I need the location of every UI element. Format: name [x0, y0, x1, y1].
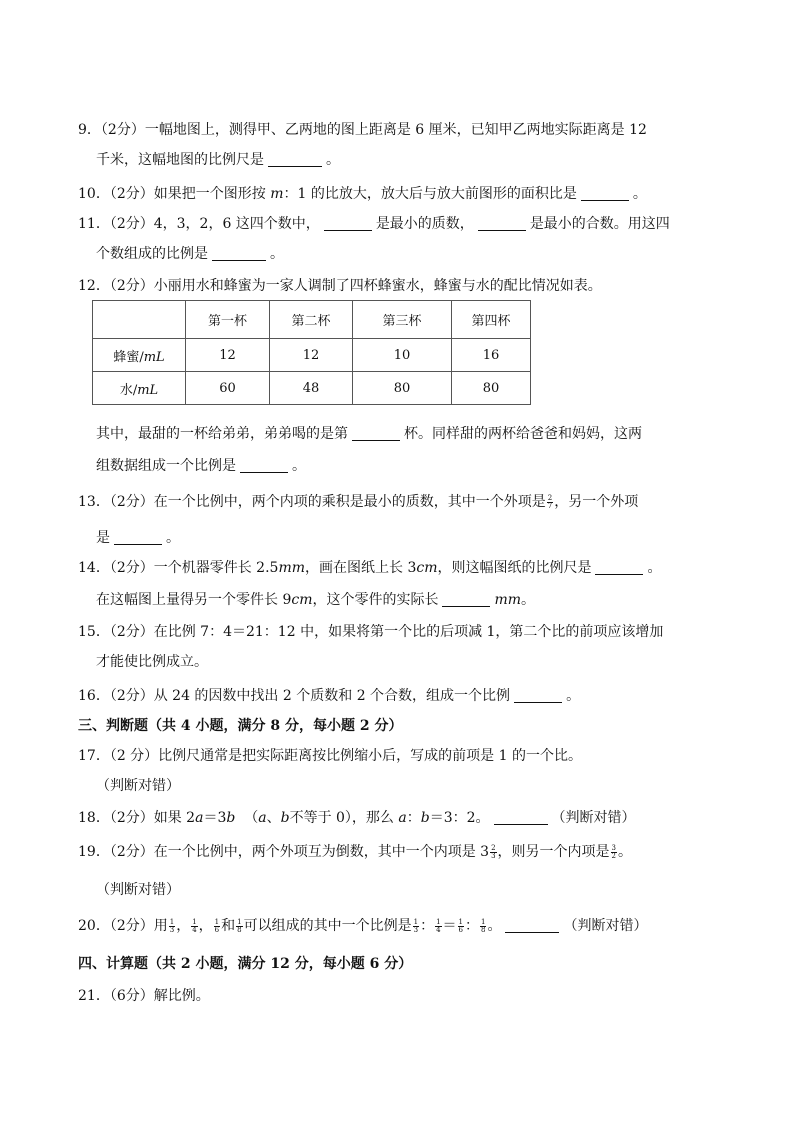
q12-line1: 12．（2分）小丽用水和蜂蜜为一家人调制了四杯蜂蜜水，蜂蜜与水的配比情况如表。 [78, 278, 602, 294]
table-cell: 80 [452, 372, 531, 405]
fraction: $\frac{2}{3}$ [491, 844, 496, 860]
fraction: $\frac{1}{3}$ [413, 918, 419, 934]
answer-blank[interactable] [505, 918, 559, 933]
fraction: $\frac{1}{8}$ [481, 918, 486, 934]
answer-blank[interactable] [494, 810, 548, 825]
q16-line: 16．（2分）从 24 的因数中找出 2 个质数和 2 个合数，组成一个比例 。 [78, 688, 581, 704]
table-cell: 12 [270, 339, 353, 372]
answer-blank[interactable] [442, 592, 490, 607]
q11-line2: 个数组成的比例是 。 [96, 246, 284, 262]
fraction: $\frac{1}{6}$ [214, 918, 220, 934]
answer-blank[interactable] [268, 152, 322, 167]
answer-blank[interactable] [324, 216, 372, 231]
table-header-cell: 第一杯 [186, 301, 270, 339]
table-cell: 16 [452, 339, 531, 372]
q15-line1: 15．（2分）在比例 7：4＝21：12 中，如果将第一个比的后项减 1，第二个比的前项应该增加 [78, 624, 664, 640]
q13-line1: 13．（2分）在一个比例中，两个内项的乘积是最小的质数，其中一个外项是 $\frac{2}{7}$ ，另一个外项 [78, 494, 639, 510]
fraction: $\frac{1}{4}$ [436, 918, 441, 934]
answer-blank[interactable] [478, 216, 526, 231]
answer-blank[interactable] [595, 560, 643, 575]
table-row [93, 339, 531, 372]
q9-line1: 9．（2分）一幅地图上，测得甲、乙两地的图上距离是 6 厘米，已知甲乙两地实际距离是 12 [78, 122, 647, 138]
q14-line2: 在这幅图上量得另一个零件长 9cm，这个零件的实际长 mm。 [96, 592, 536, 608]
table-header-cell [93, 301, 186, 339]
q9-line2: 千米，这幅地图的比例尺是 。 [96, 152, 340, 168]
q19-line1: 19．（2分）在一个比例中，两个外项互为倒数，其中一个内项是 3 $\frac{2}{3}$ ，则另一个内项是 $\frac{3}{2}$ 。 [78, 844, 633, 860]
table-header-cell: 第二杯 [270, 301, 353, 339]
table-row [93, 372, 531, 405]
table-cell: 80 [353, 372, 452, 405]
section-3-heading: 三、判断题（共 4 小题，满分 8 分，每小题 2 分） [78, 718, 403, 734]
table-cell: 12 [186, 339, 270, 372]
table-cell: 10 [353, 339, 452, 372]
fraction: $\frac{1}{3}$ [169, 918, 175, 934]
fraction: $\frac{1}{6}$ [458, 918, 464, 934]
q15-line2: 才能使比例成立。 [96, 654, 208, 670]
honey-water-table [92, 300, 531, 405]
q17-line2: （判断对错） [96, 778, 180, 794]
answer-blank[interactable] [581, 186, 629, 201]
table-cell: 60 [186, 372, 270, 405]
q13-line2: 是 。 [96, 530, 180, 546]
q21-line: 21．（6分）解比例。 [78, 988, 210, 1004]
q20-line: 20．（2分）用 $\frac{1}{3}$ ， $\frac{1}{4}$ ， $\frac{1}{6}$ 和 $\frac{1}{8}$ 可以组成的其中一个比例是 $\frac{1}{3}$ ： $\frac{1}{4}$ ＝ $\frac{1}{6}$ ： $\frac{1}{8}$ 。 （判断对错） [78, 918, 648, 934]
q19-line2: （判断对错） [96, 882, 180, 898]
fraction: $\frac{1}{8}$ [237, 918, 242, 934]
q11-line1: 11．（2分）4，3，2，6 这四个数中， 是最小的质数， 是最小的合数。用这四 [78, 216, 670, 232]
q12-line2: 其中，最甜的一杯给弟弟，弟弟喝的是第 杯。同样甜的两杯给爸爸和妈妈，这两 [96, 426, 642, 442]
table-header-cell: 第三杯 [353, 301, 452, 339]
answer-blank[interactable] [514, 688, 562, 703]
q17-line1: 17．（2 分）比例尺通常是把实际距离按比例缩小后，写成的前项是 1 的一个比。 [78, 748, 582, 764]
fraction: $\frac{1}{4}$ [192, 918, 197, 934]
table-header-cell: 第四杯 [452, 301, 531, 339]
answer-blank[interactable] [240, 458, 288, 473]
row-label: 蜂蜜/mL [93, 339, 186, 372]
row-label: 水/mL [93, 372, 186, 405]
fraction: $\frac{2}{7}$ [547, 494, 553, 510]
section-4-heading: 四、计算题（共 2 小题，满分 12 分，每小题 6 分） [78, 956, 413, 972]
answer-blank[interactable] [212, 246, 266, 261]
q14-line1: 14．（2分）一个机器零件长 2.5mm，画在图纸上长 3cm，则这幅图纸的比例尺是 。 [78, 560, 662, 576]
table-cell: 48 [270, 372, 353, 405]
fraction: $\frac{3}{2}$ [611, 844, 617, 860]
answer-blank[interactable] [352, 426, 400, 441]
q18-line: 18．（2分）如果 2a＝3b （a、b不等于 0），那么 a：b＝3：2。 （判断对错） [78, 810, 636, 826]
answer-blank[interactable] [114, 530, 162, 545]
q12-line3: 组数据组成一个比例是 。 [96, 458, 306, 474]
q10-line: 10．（2分）如果把一个图形按 m：1 的比放大，放大后与放大前图形的面积比是 。 [78, 186, 647, 202]
